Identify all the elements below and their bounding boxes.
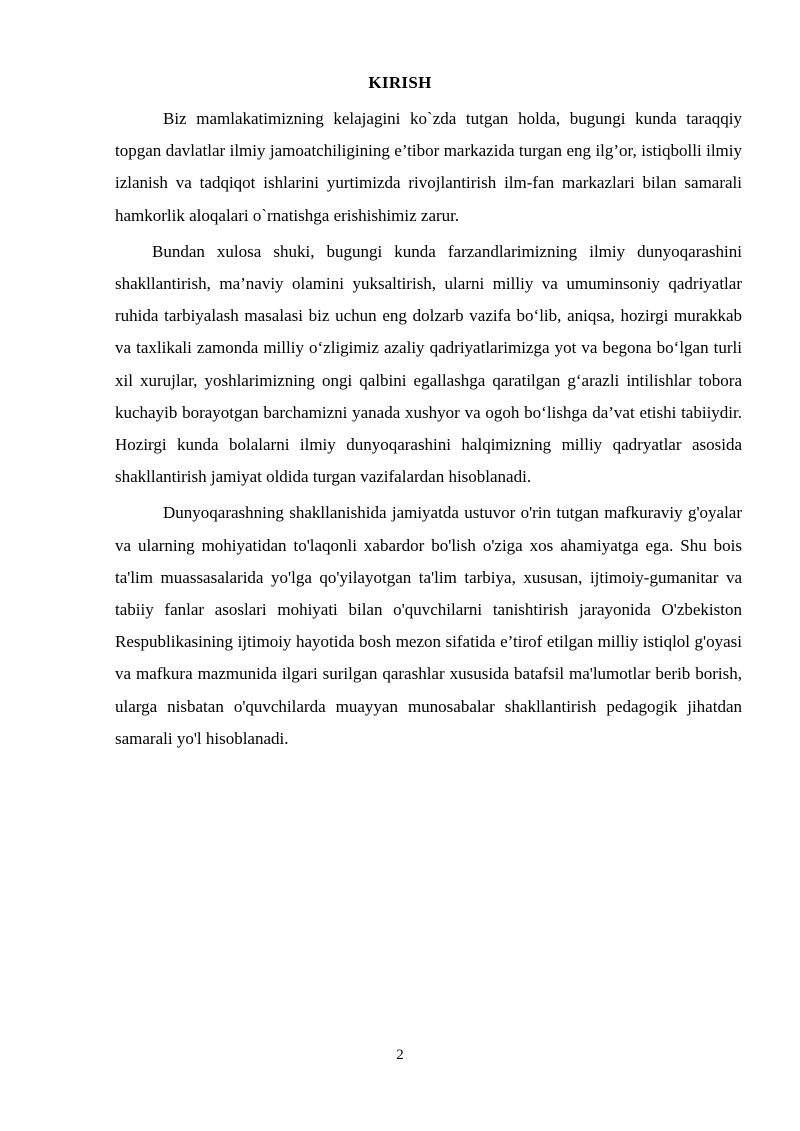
paragraph-1: Biz mamlakatimizning kelajagini ko`zda tutgan holda, bugungi kunda taraqqiy topgan davlatlar ilmiy jamoatchiligining e’tibor markazida turgan eng ilg’or, istiqbolli ilmiy izlanish va tadqiqot ishlarini yurtimizda rivojlantirish ilm-fan markazlari bilan samarali hamkorlik aloqalari o`rnatishga erishishimiz zarur. (115, 109, 742, 225)
section-title: KIRISH (368, 73, 432, 92)
paragraph-2: Bundan xulosa shuki, bugungi kunda farzandlarimizning ilmiy dunyoqarashini shakllantirish, ma’naviy olamini yuksaltirish, ularni milliy va umuminsoniy qadriyatlar ruhida tarbiyalash masalasi biz uchun eng dolzarb vazifa bo‘lib, aniqsa, hozirgi murakkab va taxlikali zamonda milliy o‘zligimiz azaliy qadriyatlarimizga yot va begona bo‘lgan turli xil xurujlar, yoshlarimizning ongi qalbini egallashga qaratilgan g‘arazli intilishlar tobora kuchayib borayotgan barchamizni yanada xushyor va ogoh bo‘lishga da’vat etishi tabiiydir. Hozirgi kunda bolalarni ilmiy dunyoqarashini halqimizning milliy qadryatlar asosida shakllantirish jamiyat oldida turgan vazifalardan hisoblanadi. (115, 241, 742, 487)
body-text (115, 103, 742, 755)
page-number: 2 (396, 1047, 404, 1063)
paragraph-3: Dunyoqarashning shakllanishida jamiyatda ustuvor o'rin tutgan mafkuraviy g'oyalar va ularning mohiyatidan to'laqonli xabardor bo'lish o'ziga xos ahamiyatga ega. Shu bois ta'lim muassasalarida yo'lga qo'yilayotgan ta'lim tarbiya, xususan, ijtimoiy-gumanitar va tabiiy fanlar asoslari mohiyati bilan o'quvchilarni tanishtirish jarayonida O'zbekiston Respublikasining ijtimoiy hayotida bosh mezon sifatida e’tirof etilgan milliy istiqlol g'oyasi va mafkura mazmunida ilgari surilgan qarashlar xususida batafsil ma'lumotlar berib borish, ularga nisbatan o'quvchilarda muayyan munosabalar shakllantirish pedagogik jihatdan samarali yo'l hisoblanadi. (115, 503, 742, 748)
